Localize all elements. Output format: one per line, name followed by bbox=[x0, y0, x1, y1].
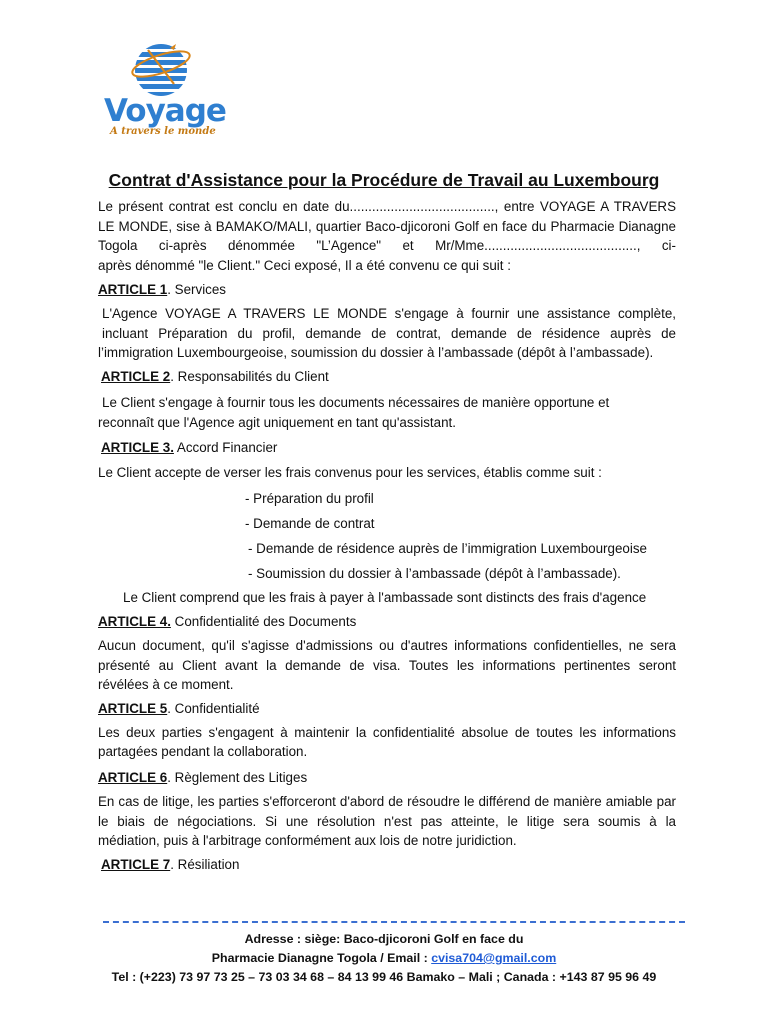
article-6-heading bbox=[98, 768, 676, 788]
article-sep: . bbox=[170, 369, 174, 384]
article-line: l’immigration Luxembourgeoise, soumission du dossier à l’ambassade (dépôt à l’ambassade). bbox=[98, 345, 654, 360]
article-line: Le Client s'engage à fournir tous les documents nécessaires de manière opportune et bbox=[102, 395, 610, 410]
footer-separator bbox=[103, 921, 685, 923]
article-label: ARTICLE 6 bbox=[98, 770, 168, 785]
article-sep: . bbox=[167, 701, 171, 716]
brand-name: Voyage bbox=[104, 93, 226, 129]
document-title: Contrat d'Assistance pour la Procédure de Travail au Luxembourg bbox=[108, 170, 660, 190]
intro-line: après dénommé "le Client." Ceci exposé, Il a été convenu ce qui suit : bbox=[98, 258, 511, 273]
article-label: ARTICLE 2 bbox=[101, 369, 171, 384]
intro-line: Le présent contrat est conclu en date du......................................., entre VOYAGE A TRAVERS bbox=[98, 199, 676, 214]
footer-address-line2: Pharmacie Dianagne Togola / Email : bbox=[211, 951, 432, 965]
article-line: L'Agence VOYAGE A TRAVERS LE MONDE s'engage à fournir une assistance complète, bbox=[102, 306, 676, 321]
article-sep: . bbox=[167, 282, 171, 297]
article-7-heading bbox=[101, 855, 679, 875]
footer-address: Adresse : siège: Baco-djicoroni Golf en face du bbox=[244, 932, 524, 946]
article-title: Accord Financier bbox=[173, 440, 278, 455]
article-line: présenté au Client avant la demande de visa. Toutes les informations pertinentes seront bbox=[98, 657, 676, 673]
article-title: Confidentialité des Documents bbox=[170, 614, 357, 629]
article-title: Services bbox=[170, 282, 227, 297]
article-title: Résiliation bbox=[173, 857, 240, 872]
article-line: médiation, puis à l'arbitrage conformément aux lois de notre juridiction. bbox=[98, 833, 517, 848]
email-link[interactable]: cvisa704@gmail.com bbox=[431, 951, 557, 965]
article-label: ARTICLE 1 bbox=[98, 282, 168, 297]
article-label: ARTICLE 7 bbox=[101, 857, 171, 872]
article-line: En cas de litige, les parties s'efforceront d'abord de résoudre le différend de manière amiable bbox=[98, 794, 653, 809]
article-sep: . bbox=[170, 857, 174, 872]
article-line: Le Client accepte de verser les frais convenus pour les services, établis comme suit : bbox=[98, 465, 602, 480]
article-line: révélées à ce moment. bbox=[98, 677, 234, 692]
fee-list-item: - Soumission du dossier à l’ambassade (dépôt à l’ambassade). bbox=[248, 566, 621, 581]
article-line: Les deux parties s'engagent à maintenir la confidentialité absolue de toutes les informations bbox=[98, 725, 676, 740]
article-line: Aucun document, qu'il s'agisse d'admissions ou d'autres informations confidentielles, ne sera bbox=[98, 638, 676, 653]
article-3-heading bbox=[101, 438, 679, 458]
fee-list-item: - Préparation du profil bbox=[245, 491, 374, 506]
voyage-logo bbox=[104, 40, 224, 144]
article-sep: . bbox=[167, 770, 171, 785]
article-1-heading bbox=[98, 280, 676, 300]
article-label: ARTICLE 5 bbox=[98, 701, 168, 716]
article-line: reconnaît que l'Agence agit uniquement en tant qu'assistant. bbox=[98, 415, 456, 430]
article-line: incluant Préparation du profil, demande de contrat, demande de résidence auprès de bbox=[102, 325, 676, 341]
fee-note: Le Client comprend que les frais à payer à l'ambassade sont distincts des frais d'agence bbox=[123, 590, 647, 605]
footer-phones: Tel : (+223) 73 97 73 25 – 73 03 34 68 – 84 13 99 46 Bamako – Mali ; Canada : +143 87 95 96 49 bbox=[111, 970, 657, 984]
globe-icon bbox=[130, 40, 192, 96]
article-line: par le biais de négociations. Si une résolution n'est pas atteinte, le litige sera soumis à la bbox=[98, 794, 676, 829]
article-4-heading bbox=[98, 612, 676, 632]
intro-line: Dianagne Togola ci-après dénommée "L’Agence" et Mr/Mme........................................., ci- bbox=[98, 218, 676, 253]
article-line: partagées pendant la collaboration. bbox=[98, 744, 308, 759]
fee-list-item: - Demande de contrat bbox=[245, 516, 375, 531]
fee-list-item: - Demande de résidence auprès de l’immigration Luxembourgeoise bbox=[248, 541, 647, 556]
article-label: ARTICLE 4. bbox=[98, 614, 171, 629]
article-title: Responsabilités du Client bbox=[173, 369, 329, 384]
intro-line: LE MONDE, sise à BAMAKO/MALI, quartier Baco-djicoroni Golf en face du Pharmacie bbox=[98, 218, 615, 234]
article-title: Règlement des Litiges bbox=[170, 770, 308, 785]
article-label: ARTICLE 3. bbox=[101, 440, 174, 455]
footer-contact bbox=[0, 951, 768, 965]
article-5-heading bbox=[98, 699, 676, 719]
article-2-heading bbox=[101, 367, 679, 387]
article-title: Confidentialité bbox=[170, 701, 260, 716]
brand-tagline: A travers le monde bbox=[110, 126, 216, 137]
